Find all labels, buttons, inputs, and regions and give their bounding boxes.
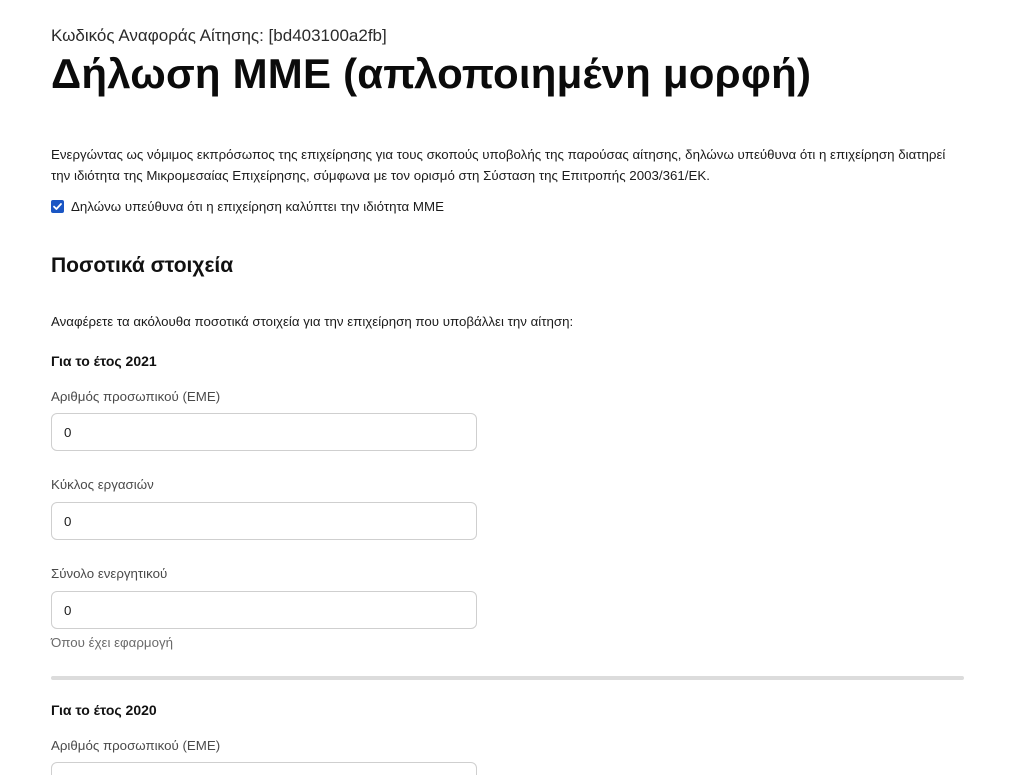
declaration-text: Ενεργώντας ως νόμιμος εκπρόσωπος της επιχείρησης για τους σκοπούς υποβολής της παρούσας αίτησης, δηλώνω υπεύθυνα ότι η επιχείρηση διατηρεί την ιδιότητα της Μικρομεσαίας Επιχείρησης, σύμφωνα με τον ορισμό στη Σύσταση της Επιτροπής 2003/361/ΕΚ.	[51, 147, 946, 183]
staff-2020-label: Αριθμός προσωπικού (ΕΜΕ)	[51, 738, 221, 753]
year-2021-heading: Για το έτος 2021	[51, 353, 157, 369]
staff-2020-input[interactable]	[51, 762, 477, 775]
sme-declaration-checkbox-row[interactable]	[51, 199, 444, 214]
reference-code: Κωδικός Αναφοράς Αίτησης: [bd403100a2fb]	[51, 26, 387, 45]
turnover-2021-input[interactable]	[51, 502, 477, 540]
turnover-2021-label: Κύκλος εργασιών	[51, 477, 154, 492]
assets-2021-help-text: Όπου έχει εφαρμογή	[51, 635, 174, 650]
staff-2021-input[interactable]	[51, 413, 477, 451]
assets-2021-input[interactable]	[51, 591, 477, 629]
checkmark-icon	[52, 201, 63, 212]
quantitative-description: Αναφέρετε τα ακόλουθα ποσοτικά στοιχεία για την επιχείρηση που υποβάλλει την αίτηση:	[51, 314, 574, 329]
year-divider	[51, 676, 964, 680]
sme-declaration-checkbox[interactable]	[51, 200, 64, 213]
year-2020-heading: Για το έτος 2020	[51, 702, 157, 718]
page-title: Δήλωση ΜΜΕ (απλοποιημένη μορφή)	[51, 50, 812, 97]
sme-declaration-checkbox-label: Δηλώνω υπεύθυνα ότι η επιχείρηση καλύπτει την ιδιότητα ΜΜΕ	[71, 199, 444, 214]
assets-2021-label: Σύνολο ενεργητικού	[51, 566, 168, 581]
staff-2021-label: Αριθμός προσωπικού (ΕΜΕ)	[51, 389, 221, 404]
quantitative-section-title: Ποσοτικά στοιχεία	[51, 254, 234, 277]
